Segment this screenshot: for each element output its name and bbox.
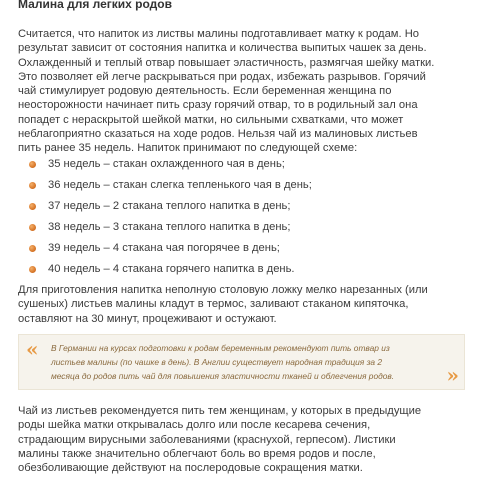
paragraph-line: Считается, что напиток из листвы малины подготавливает матку к родам. Но bbox=[18, 28, 419, 40]
paragraph-line: оставляют на 30 минут, процеживают и остужают. bbox=[18, 312, 277, 325]
schedule-item-text: 39 недель – 4 стакана чая погорячее в день; bbox=[48, 242, 280, 254]
schedule-item-text: 40 недель – 4 стакана горячего напитка в день. bbox=[48, 263, 295, 275]
paragraph-line: сушеных) листьев малины кладут в термос, заливают стаканом кипяточка, bbox=[18, 298, 409, 311]
paragraph-line: пить ранее 35 недель. Напиток принимают по следующей схеме: bbox=[18, 142, 358, 155]
quote-text bbox=[51, 341, 453, 383]
schedule-item-text: 35 недель – стакан охлажденного чая в день; bbox=[48, 158, 285, 170]
schedule-item bbox=[29, 238, 312, 259]
paragraph-line: роды шейка матки открывалась долго или после кесарева сечения, bbox=[18, 419, 371, 432]
bullet-icon bbox=[29, 161, 36, 168]
schedule-item-text: 36 недель – стакан слегка тепленького чая в день; bbox=[48, 179, 312, 191]
close-quote-icon: » bbox=[446, 363, 459, 387]
schedule-item bbox=[29, 175, 312, 196]
schedule-list bbox=[29, 154, 312, 280]
schedule-item-text: 38 недель – 3 стакана теплого напитка в день; bbox=[48, 221, 291, 233]
bullet-icon bbox=[29, 266, 36, 273]
paragraph-line: обезболивающие действуют на послеродовые сокращения матки. bbox=[18, 462, 363, 475]
bullet-icon bbox=[29, 203, 36, 210]
schedule-item bbox=[29, 217, 312, 238]
quote-line: месяца до родов пить чай для повышения эластичности тканей и облегчения родов. bbox=[51, 371, 395, 381]
article-title: Малина для легких родов bbox=[18, 0, 173, 11]
paragraph-line: попадет с нераскрытой шейкой матки, но сильными схватками, что может bbox=[18, 113, 404, 126]
paragraph-line: малины также значительно облегчают боль во время родов и после, bbox=[18, 447, 376, 460]
paragraph-line: Это позволяет ей легче раскрываться при родах, избежать разрывов. Горячий bbox=[18, 70, 426, 83]
paragraph-line: неосторожности начинает пить сразу горячий отвар, то в родильный зал она bbox=[18, 99, 418, 112]
schedule-item bbox=[29, 154, 312, 175]
paragraph-line: чай стимулирует родовую деятельность. Если беременная женщина по bbox=[18, 85, 392, 98]
quote-line: В Германии на курсах подготовки к родам беременным рекомендуют пить отвар из bbox=[51, 343, 390, 353]
schedule-item-text: 37 недель – 2 стакана теплого напитка в день; bbox=[48, 200, 291, 212]
preparation-paragraph bbox=[18, 283, 466, 326]
bullet-icon bbox=[29, 182, 36, 189]
schedule-item bbox=[29, 196, 312, 217]
intro-paragraph bbox=[18, 27, 466, 156]
paragraph-line: Охлажденный и теплый отвар повышает эластичность, размягчая шейку матки. bbox=[18, 56, 435, 69]
open-quote-icon: « bbox=[26, 337, 39, 361]
schedule-item bbox=[29, 259, 312, 280]
paragraph-line: результат зависит от состояния напитка и количества выпитых чашек за день. bbox=[18, 42, 427, 55]
paragraph-line: Чай из листьев рекомендуется пить тем женщинам, у которых в предыдущие bbox=[18, 405, 422, 417]
paragraph-line: Для приготовления напитка неполную столовую ложку мелко нарезанных (или bbox=[18, 284, 428, 296]
quote-block bbox=[18, 334, 465, 390]
paragraph-line: страдающим вирусными заболеваниями (краснухой, герпесом). Листики bbox=[18, 433, 396, 446]
bullet-icon bbox=[29, 224, 36, 231]
paragraph-line: неблагоприятно сказаться на ходе родов. Нельзя чай из малиновых листьев bbox=[18, 128, 418, 141]
bullet-icon bbox=[29, 245, 36, 252]
quote-line: листьев малины (по чашке в день). В Англии существует народная традиция за 2 bbox=[51, 357, 383, 367]
closing-paragraph bbox=[18, 404, 466, 475]
